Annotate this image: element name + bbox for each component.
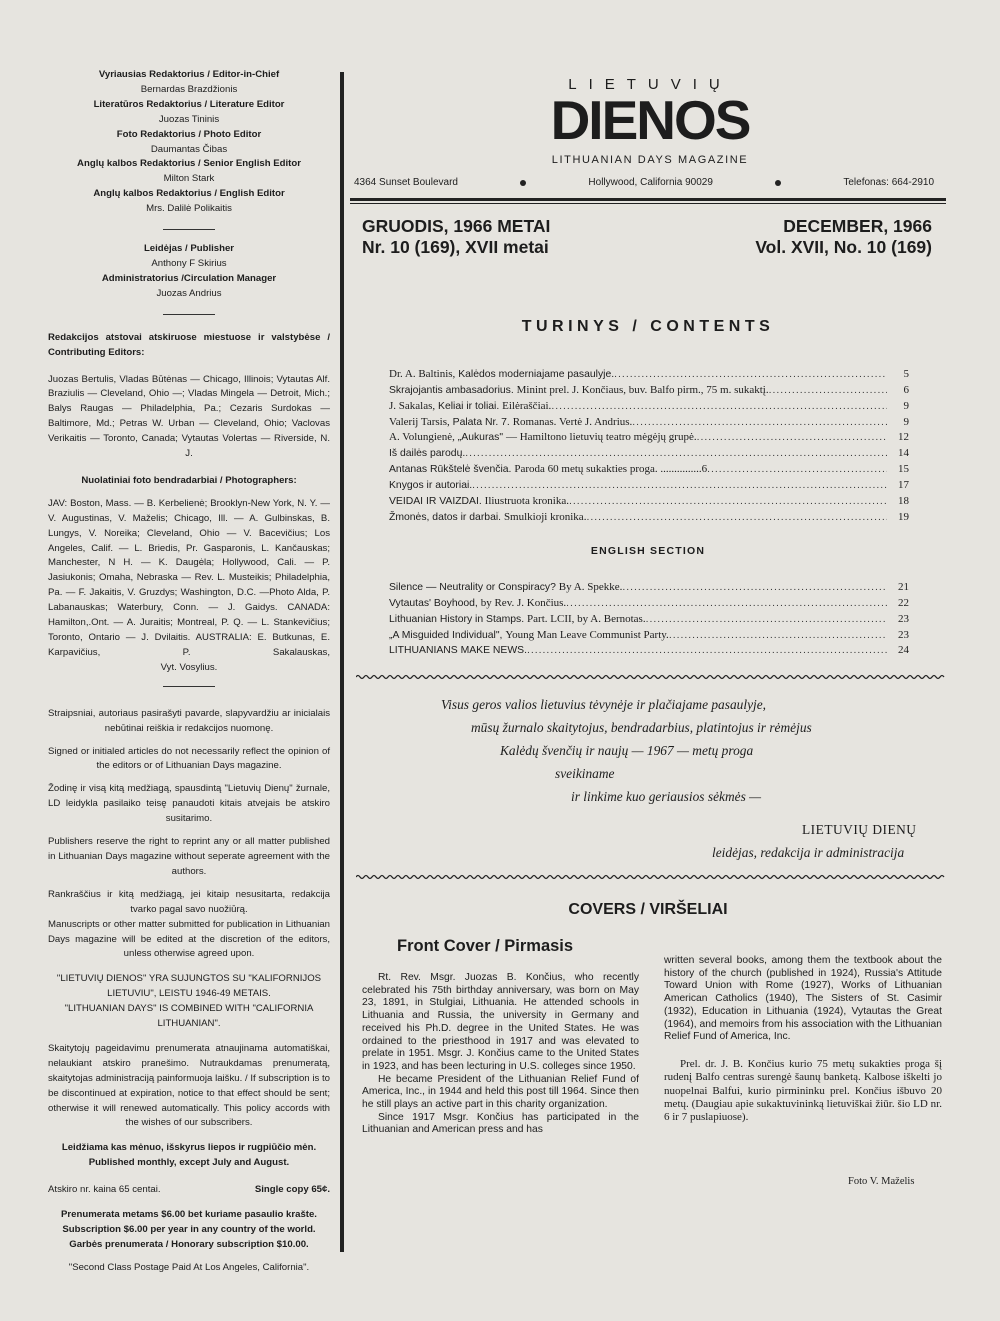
contents-title-text: Žmonės, datos ir darbai. [389,511,502,523]
leader-dots [527,644,887,659]
contents-title-text: Palata Nr. 7. [452,416,510,428]
contents-subtitle: Smulkioji kronika. [503,510,587,523]
leader-dots [646,613,887,628]
contents-title-text: Knygos ir autoriai. [389,479,473,491]
leader-dots [465,447,887,462]
page-number: 9 [903,415,909,428]
page-number: 22 [898,596,909,609]
greeting-line: ir linkime kuo geriausios sėkmės — [571,789,762,804]
wavy-rule [356,874,946,880]
contents-item [389,612,909,628]
merge-note: "LIETUVIŲ DIENOS" YRA SUJUNGTOS SU "KALIFORNIJOS LIETUVIU", LEISTU 1946-49 METAIS. [56,973,322,1000]
greeting-line: mūsų žurnalo skaitytojus, bendradarbius, platintojus ir rėmėjus [471,720,812,735]
paragraph: He became President of the Lithuanian Relief Fund of America, Inc., in 1944 and held this post till 1964. Since then he still plays an active part in this charity organization. [362,1073,639,1111]
issue-number-en: Vol. XVII, No. 10 (169) [755,237,932,257]
subscription-note: Skaitytojų pageidavimu prenumerata atnaujinama automatiškai, nelaukiant atskiro pranešimo. Nutraukdamas prenumeratą, skaitytojas administraciją painformuoja laišku. / If subscription is to be discontinued at expiration, notice to that effect should be sent; otherwise it will renewed automatically. This policy accords with the wishes of our subscribers. [48,1042,330,1129]
contents-title-text: Keliai ir toliai. [438,400,500,412]
single-copy-price [48,1183,330,1198]
published-monthly-lt: Leidžiama kas mėnuo, išskyrus liepos ir rugpiūčio mėn. [61,1142,317,1154]
contents-subtitle: Paroda 60 metų sukakties proga. ...............6 [514,463,708,476]
contents-item [389,494,909,510]
contents-item [389,510,909,526]
subscription-price: Subscription $6.00 per year in any country of the world. [62,1224,316,1235]
contents-list [389,367,909,525]
city-address: Hollywood, California 90029 [588,177,713,188]
column-divider [340,72,344,1252]
contents-title-text: „Aukuras" [457,432,504,444]
contents-item-text [389,644,527,659]
contents-item-text [389,415,632,431]
published-monthly-en: Published monthly, except July and August. [88,1157,290,1169]
note: Žodinę ir visą kitą medžiagą, spausdintą "Lietuvių Dienų" žurnale, LD leidykla pasilaiko teisę panaudoti kitais atvejais be atskiro susitarimo. [48,783,330,825]
issue-date-en: DECEMBER, 1966 [783,216,932,236]
page-number: 23 [898,612,909,625]
publisher-role: Leidėjas / Publisher [143,243,235,255]
contents-author: Dr. A. Baltinis, [389,368,456,380]
contents-subtitle: by Rev. J. Končius. [480,596,567,609]
contents-item-text [389,383,769,399]
page-number: 24 [898,644,909,657]
note: Publishers reserve the right to reprint any or all matter published in Lithuanian Days magazine without seperate agreement with the authors. [48,836,330,877]
staff-role: Foto Redaktorius / Photo Editor [116,128,262,140]
front-cover-heading: Front Cover / Pirmasis [397,937,574,955]
contents-item [389,643,909,659]
leader-dots [707,463,887,478]
contents-title-text: Kalėdos moderniajame pasaulyje. [458,369,615,380]
issue-date-lt: GRUODIS, 1966 METAI [362,216,551,236]
staff-role: Literatūros Redaktorius / Literature Editor [93,98,285,110]
note: Signed or initialed articles do not necessarily reflect the opinion of the editors or of Lithuanian Days magazine. [48,745,330,772]
masthead-column [48,68,330,1276]
contents-item [389,628,909,644]
page-number: 19 [898,510,909,523]
page-number: 12 [898,431,909,444]
leader-dots [769,384,887,399]
subscription-price: Garbės prenumerata / Honorary subscription $10.00. [69,1238,309,1250]
english-contents-list [389,580,909,659]
leader-dots [622,581,887,596]
contents-item-text [389,399,551,415]
contents-subtitle: Romanas. Vertė J. Andrius. [512,415,633,428]
page-number: 18 [898,494,909,507]
staff-name: Juozas Tininis [158,113,220,125]
leader-dots [669,629,887,644]
contents-item-text [389,628,669,644]
phone: Telefonas: 664-2910 [843,177,934,188]
staff-name: Bernardas Brazdžionis [140,83,238,95]
wavy-rule [356,674,946,680]
paragraph: written several books, among them the textbook about the history of the church (published in 1924), Russia's Attitude Toward Union with Rome (1927), Works of Lithuanian American Catholics (1940), The Sisters of St. Casimir (1932), Education in Lithuania (1924), Vytautas the Great (1964), and memoirs from his association with the Lithuanian Relief Fund of America, Inc. [664,955,942,1043]
contents-title-text: LITHUANIANS MAKE NEWS. [389,645,527,657]
english-section-heading: ENGLISH SECTION [590,545,706,557]
issue-lt [362,216,550,258]
contents-item-text [389,447,465,462]
contents-subtitle: Part. LCII, by A. Bernotas. [527,612,646,625]
cover-text-column-a [362,972,639,1137]
merge-note: "LITHUANIAN DAYS" IS COMBINED WITH "CALIFORNIA LITHUANIAN". [64,1003,314,1030]
subscription-price: Prenumerata metams $6.00 bet kuriame pasaulio krašte. [61,1209,317,1221]
header-rule [350,203,946,204]
leader-dots [697,431,887,446]
page-number: 21 [898,581,909,593]
contents-item [389,415,909,431]
contents-item-text [389,580,622,596]
page-number: 5 [903,368,909,380]
staff-role: Anglų kalbos Redaktorius / English Editor [93,188,285,200]
copy-price-lt: Atskiro nr. kaina 65 centai. [48,1184,161,1196]
bullet-icon [775,180,781,186]
leader-dots [614,368,887,383]
contents-item-text [389,430,697,446]
contents-item [389,478,909,494]
staff-role: Anglų kalbos Redaktorius / Senior English Editor [77,158,301,170]
contents-item [389,383,909,399]
contents-subtitle: Young Man Leave Communist Party. [505,628,669,641]
paragraph: Since 1917 Msgr. Končius has participated in the Lithuanian and American press and has [362,1111,639,1136]
manager-name: Juozas Andrius [156,287,222,299]
leader-dots [569,495,887,510]
greeting-signature-sub: leidėjas, redakcija ir administracija [712,845,905,860]
staff-name: Milton Stark [163,173,215,185]
postage-note: "Second Class Postage Paid At Los Angeles, California". [68,1261,310,1273]
contents-title: TURINYS / CONTENTS [521,318,775,335]
paragraph: Rt. Rev. Msgr. Juozas B. Končius, who recently celebrated his 75th birthday anniversary, was born on May 23, 1891, in Stulgiai, Lithuania. He attended schools in Lithuania and Russia, the university in Germany and received his Ph.D. degree in the United States. He was ordained to the priesthood in 1917 and was elevated to prelate in 1951. Msgr. J. Končius came to the United States in 1923, and has been lecturing in U.S. colleges since 1950. [362,972,639,1072]
contents-subtitle: By A. Spekke. [558,581,623,593]
staff-role: Vyriausias Redaktorius / Editor-in-Chief [98,69,280,80]
note: Manuscripts or other matter submitted for publication in Lithuanian Days magazine will be edited at the discretion of the editors, unless otherwise agreed upon. [48,918,330,960]
leader-dots [472,479,887,494]
contents-author: Valerij Tarsis, [389,415,450,428]
note: Straipsniai, autoriaus pasirašyti pavarde, slapyvardžiu ar inicialais nebūtinai reiškia ir redakcijos nuomonę. [48,707,330,734]
page-number: 17 [898,478,909,491]
masthead-logo: DIENOS [550,89,750,151]
page-number: 14 [898,447,909,460]
contents-item [389,399,909,415]
note: Rankraščius ir kitą medžiagą, jei kitaip nesusitarta, redakcija tvarko pagal savo nuožiūrą. [48,888,330,915]
header-rule [350,198,946,201]
publisher-name: Anthony F Skirius [151,257,227,269]
contents-item [389,367,909,383]
contents-item-text [389,479,472,494]
contents-title-text: „A Misguided Individual", [389,629,503,641]
covers-title: COVERS / VIRŠELIAI [568,901,728,918]
cover-text-column-b [664,955,942,1124]
issue-number-lt: Nr. 10 (169), XVII metai [362,237,549,257]
contents-author: J. Sakalas, [389,399,436,412]
photographers-last: Vyt. Vosylius. [160,661,218,673]
page-number: 23 [898,628,909,641]
photographers-heading: Nuolatiniai foto bendradarbiai / Photographers: [81,474,297,486]
contents-title-text: Lithuanian History in Stamps. [389,613,525,625]
address-bar [354,177,934,188]
magazine-subtitle: LITHUANIAN DAYS MAGAZINE [551,154,749,166]
contents-item-text [389,462,707,478]
leader-dots [551,400,887,415]
contents-item [389,462,909,478]
contents-title-text: Antanas Rūkštelė švenčia. [389,464,512,476]
contributing-editors-heading: Redakcijos atstovai atskiruose miestuose ir valstybėse / Contributing Editors: [48,331,330,358]
contents-author: A. Volungienė, [389,431,455,444]
contents-title-text: Silence — Neutrality or Conspiracy? [389,582,556,593]
photographers-text: JAV: Boston, Mass. — B. Kerbelienė; Brooklyn-New York, N. Y. — V. Augustinas, V. Maželis; Chicago, Ill. — A. Gulbinskas, B. Lungys, V. Noreika; Cleveland, Ohio — V. Bacevičius; Los Angeles, Calif. — L. Briedis, Pr. Gasparonis, L. Kančauskas; Manchester, N H. — K. Daugėla; Hollywood, Cali. — P. Jasiukonis; Omaha, Nebraska — Rev. L. Musteikis; Philadelphia, Pa. — F. Jakaitis, V. Gruzdys; Washington, D.C. —Photo Alda, P. Labanauskas; Waterbury, Conn. — J. Gaidys. CANADA: Hamilton,.Ont. — A. Juraitis; Montreal, P. Q. — L. Stankevičius; Toronto, Ontario — J. Dvilaitis. AUSTRALIA: E. Butkunas, E. Karpavičius, P. Sakalauskas, [48,497,330,658]
contents-subtitle: Eilėraščiai. [502,399,552,412]
contents-item-text [389,367,614,383]
contents-item [389,430,909,446]
greeting-line: Visus geros valios lietuvius tėvynėje ir plačiajame pasaulyje, [441,697,767,712]
greeting-line: Kalėdų švenčių ir naujų — 1967 — metų proga [500,743,754,758]
issue-en [650,216,932,258]
manager-role: Administratorius /Circulation Manager [101,272,277,284]
page-number: 9 [903,399,909,412]
contents-item [389,596,909,612]
contents-subtitle: Iliustruota kronika. [484,494,569,507]
greeting-line: sveikiname [555,766,615,781]
staff-name: Mrs. Dalilė Polikaitis [146,203,232,215]
page-number: 6 [903,383,909,396]
bullet-icon [520,180,526,186]
contents-title-text: VEIDAI IR VAIZDAI. [389,495,482,507]
contents-item [389,446,909,462]
greeting-signature: LIETUVIŲ DIENŲ [802,822,917,837]
contents-title-text: Skrajojantis ambasadorius. [389,384,514,396]
editorial-notes [48,707,330,963]
paragraph: Prel. dr. J. B. Končius kurio 75 metų sukakties proga šį rudenį Balfo centras surengė šaunų banketą. Kalbose iškelti jo nuopelnai Balfui, kurio pirmininku prel. Končius išbuvo 20 metų. (Daugiau apie sukaktuvininką lietuviškai žiūr. šio LD nr. 6 ir 7 puslapiuose). [664,1057,942,1124]
contributing-editors-text: Juozas Bertulis, Vladas Būtėnas — Chicago, Illinois; Vytautas Alf. Braziulis — Cleveland, Ohio —; Vladas Mingela — Detroit, Mich.; Balys Raugas — Philadelphia, Pa.; Cezaris Surdokas — Baltimore, Md.; Petras W. Urban — Cleveland, Ohio; Vaclovas Verikaitis — Toronto, Canada; Vytautas Volertas — Riverside, N. J. [48,373,330,460]
contents-title-text: Iš dailės parodų. [389,448,466,460]
masthead-lietuviu: LIETUVIŲ [568,76,732,93]
contents-item-text [389,612,646,628]
page-number: 15 [898,463,909,476]
contents-item-text [389,510,586,526]
contents-item-text [389,596,566,612]
street-address: 4364 Sunset Boulevard [354,177,458,188]
staff-list [48,68,330,217]
contents-subtitle: — Hamiltono lietuvių teatro mėgėjų grupė. [505,431,697,444]
staff-name: Daumantas Čibas [150,143,228,155]
photo-credit: Foto V. Maželis [848,1176,915,1187]
leader-dots [632,416,887,431]
contents-title-text: Vytautas' Boyhood, [389,597,478,609]
leader-dots [566,597,887,612]
contents-item-text [389,494,569,510]
contents-subtitle: Minint prel. J. Končiaus, buv. Balfo pirm., 75 m. sukaktį. [516,383,769,396]
copy-price-en: Single copy 65¢. [254,1184,330,1196]
contents-item [389,580,909,596]
leader-dots [586,511,887,526]
